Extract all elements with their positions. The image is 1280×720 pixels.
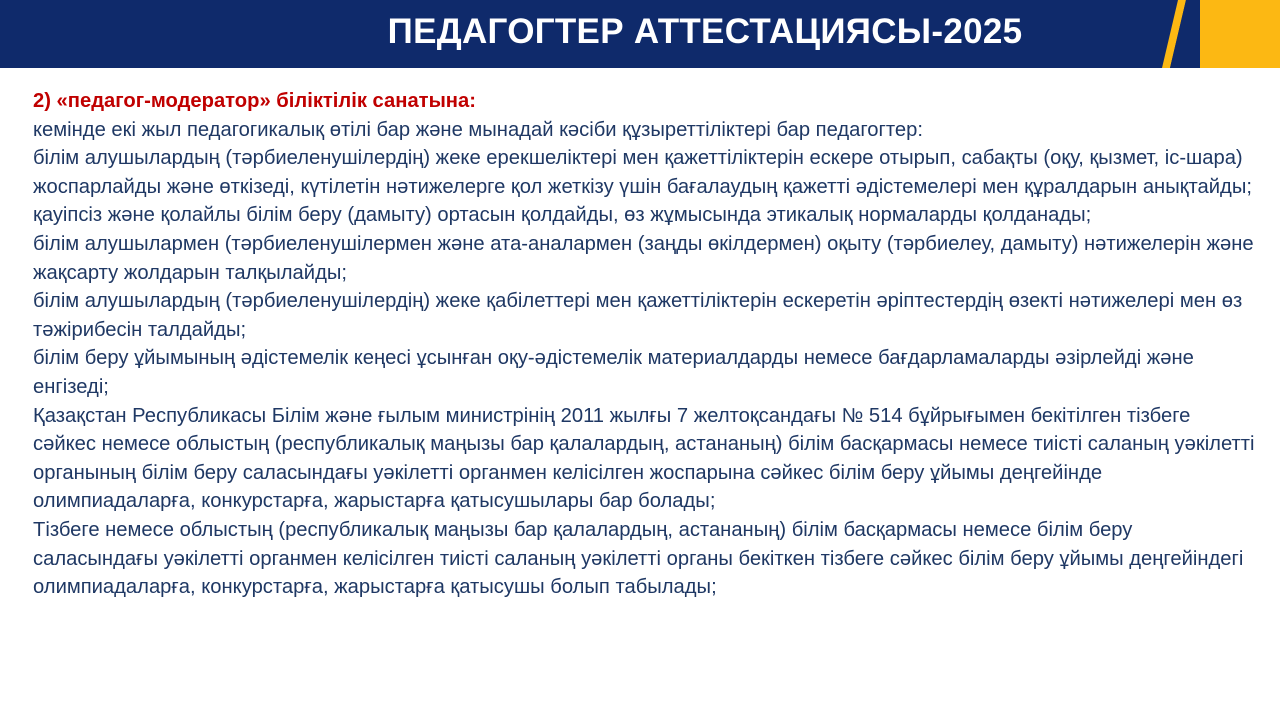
paragraph: білім алушылармен (тәрбиеленушілермен және ата-аналармен (заңды өкілдермен) оқыту (тәрбиелеу, дамыту) нәтижелерін және жақсарту жолдарын талқылайды; bbox=[33, 232, 1254, 284]
paragraph: Тізбеге немесе облыстың (республикалық маңызы бар қалалардың, астананың) білім басқармасы немесе білім беру саласындағы уәкілетті органмен келісілген тиісті саланың уәкілетті органы бекіткен тізбеге сәйкес білім беру ұйымы деңгейіндегі олимпиадаларға, конкурстарға, жарыстарға қатысушы болып табылады; bbox=[33, 518, 1244, 599]
page-title: ПЕДАГОГТЕР АТТЕСТАЦИЯСЫ-2025 bbox=[387, 12, 1023, 51]
header-bar bbox=[0, 0, 1280, 68]
content-body bbox=[33, 87, 1258, 602]
paragraph: Қазақстан Республикасы Білім және ғылым министрінің 2011 жылғы 7 желтоқсандағы № 514 бұйрығымен бекітілген тізбеге сәйкес немесе облыстың (республикалық маңызы бар қалалардың, астананың) білім басқармасы немесе тиісті саланың уәкілетті органының білім беру саласындағы уәкілетті органмен келісілген жоспарына сәйкес білім беру ұйымы деңгейінде олимпиадаларға, конкурстарға, жарыстарға қатысушылары бар болады; bbox=[33, 404, 1255, 513]
paragraph: қауіпсіз және қолайлы білім беру (дамыту) ортасын қолдайды, өз жұмысында этикалық нормаларды қолданады; bbox=[33, 204, 1092, 227]
paragraph: кемінде екі жыл педагогикалық өтілі бар және мынадай кәсіби құзыреттіліктері бар педагогтер: bbox=[33, 118, 923, 141]
paragraph: білім алушылардың (тәрбиеленушілердің) жеке ерекшеліктері мен қажеттіліктерін ескере отырып, сабақты (оқу, қызмет, іс-шара) жоспарлайды және өткізеді, күтілетін нәтижелерге қол жеткізу үшін бағалаудың қажетті әдістемелері мен құралдарын анықтайды; bbox=[33, 147, 1252, 198]
paragraph: білім беру ұйымының әдістемелік кеңесі ұсынған оқу-әдістемелік материалдарды немесе бағдарламаларды әзірлейді және енгізеді; bbox=[33, 347, 1194, 398]
paragraph: білім алушылардың (тәрбиеленушілердің) жеке қабілеттері мен қажеттіліктерін ескеретін әріптестердің өзекті нәтижелері мен өз тәжірибесін талдайды; bbox=[33, 290, 1243, 341]
section-heading: 2) «педагог-модератор» біліктілік санатына: bbox=[33, 90, 476, 112]
